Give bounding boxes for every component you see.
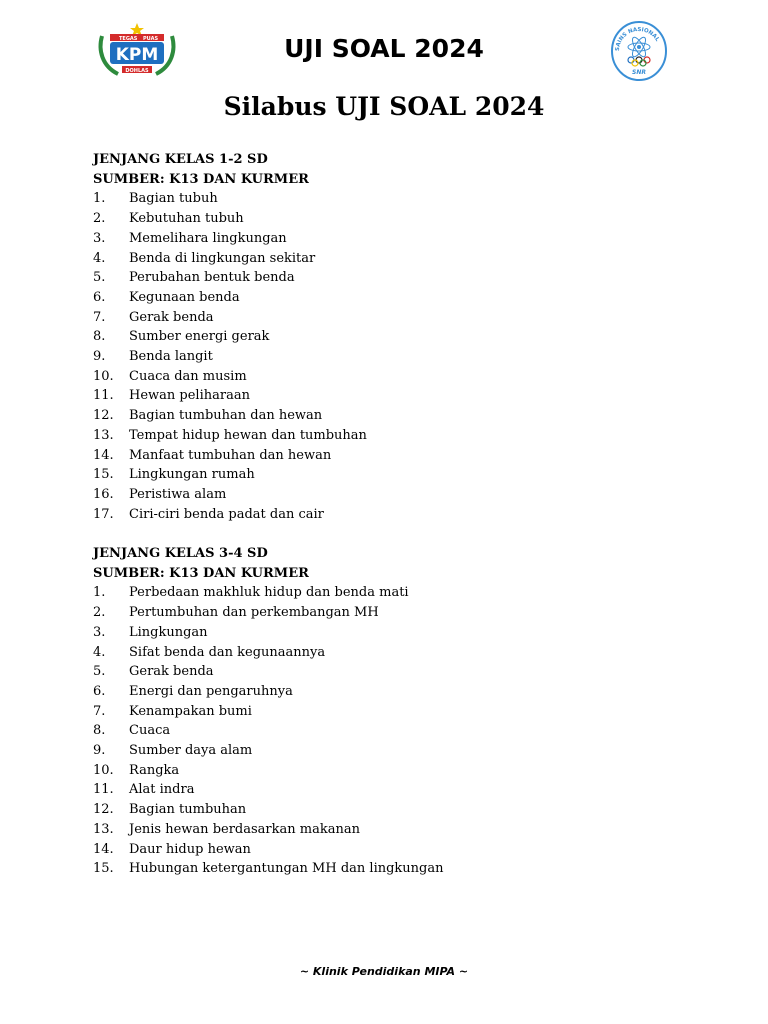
list-item [93,662,693,682]
item-text: Daur hidup hewan [129,841,251,857]
list-item [93,406,693,426]
list-item [93,643,693,663]
list-item [93,268,693,288]
list-item [93,583,693,603]
item-number: 13. [93,821,114,837]
item-number: 5. [93,270,106,286]
item-number: 4. [93,644,106,660]
item-text: Benda di lingkungan sekitar [129,250,316,266]
list-item [93,189,693,209]
list-item [93,249,693,269]
item-text: Gerak benda [129,664,214,680]
list-item [93,426,693,446]
section-source-heading: SUMBER: K13 DAN KURMER [93,171,309,187]
section-level-heading: JENJANG KELAS 3-4 SD [93,546,268,561]
item-text: Manfaat tumbuhan dan hewan [129,447,332,463]
item-number: 11. [93,782,114,798]
item-text: Alat indra [129,782,195,798]
item-number: 15. [93,467,114,483]
item-text: Benda langit [129,349,213,365]
item-text: Perbedaan makhluk hidup dan benda mati [129,585,409,601]
section-source-heading: SUMBER: K13 DAN KURMER [93,565,309,581]
list-item [93,603,693,623]
item-number: 11. [93,388,114,404]
item-text: Cuaca dan musim [129,368,247,384]
item-text: Tempat hidup hewan dan tumbuhan [129,427,367,443]
item-text: Pertumbuhan dan perkembangan MH [129,605,379,621]
list-item [93,702,693,722]
item-number: 9. [93,743,106,759]
list-item [93,505,693,525]
item-number: 10. [93,762,114,778]
item-number: 2. [93,605,106,621]
list-item [93,327,693,347]
item-number: 6. [93,683,106,699]
item-number: 12. [93,802,114,818]
item-text: Gerak benda [129,309,214,325]
list-item [93,761,693,781]
list-item [93,367,693,387]
item-number: 2. [93,211,106,227]
list-item [93,721,693,741]
list-item [93,288,693,308]
item-text: Bagian tubuh [129,191,218,207]
item-number: 14. [93,447,114,463]
list-item [93,347,693,367]
item-text: Memelihara lingkungan [129,230,287,246]
topic-list [93,189,693,524]
item-text: Ciri-ciri benda padat dan cair [129,506,324,522]
item-text: Kegunaan benda [129,289,240,305]
svg-text:DOHLAS: DOHLAS [125,68,149,74]
item-text: Kenampakan bumi [129,703,252,719]
item-text: Peristiwa alam [129,486,227,502]
list-item [93,623,693,643]
svg-text:KPM: KPM [115,45,159,65]
item-text: Energi dan pengaruhnya [129,683,293,699]
syllabus-section-grade-1-2 [93,150,693,524]
list-item [93,741,693,761]
list-item [93,386,693,406]
item-number: 14. [93,841,114,857]
item-number: 4. [93,250,106,266]
list-item [93,682,693,702]
sains-nasional-logo [610,20,668,82]
svg-text:SNR: SNR [632,69,646,76]
item-text: Cuaca [129,723,171,739]
item-text: Hubungan ketergantungan MH dan lingkungan [129,861,444,877]
item-number: 7. [93,703,106,719]
item-number: 1. [93,585,106,601]
item-number: 8. [93,329,106,345]
syllabus-section-grade-3-4 [93,544,693,879]
item-number: 15. [93,861,114,877]
svg-text:PUAS: PUAS [143,36,159,42]
item-text: Lingkungan [129,624,208,640]
topic-list [93,583,693,879]
list-item [93,446,693,466]
item-text: Bagian tumbuhan dan hewan [129,408,323,424]
item-number: 1. [93,191,106,207]
item-number: 3. [93,624,106,640]
document-header [0,0,768,100]
list-item [93,308,693,328]
section-level-heading: JENJANG KELAS 1-2 SD [93,152,268,167]
list-item [93,859,693,879]
list-item [93,229,693,249]
item-text: Kebutuhan tubuh [129,211,244,227]
list-item [93,780,693,800]
item-text: Rangka [129,762,180,778]
item-number: 17. [93,506,114,522]
list-item [93,209,693,229]
list-item [93,840,693,860]
item-text: Perubahan bentuk benda [129,270,295,286]
item-text: Hewan peliharaan [129,388,250,404]
svg-text:TEGAS: TEGAS [119,36,138,42]
item-number: 3. [93,230,106,246]
list-item [93,800,693,820]
item-text: Sumber energi gerak [129,329,270,345]
item-text: Sifat benda dan kegunaannya [129,644,326,660]
header-title: UJI SOAL 2024 [284,34,484,63]
list-item [93,820,693,840]
item-text: Sumber daya alam [129,743,253,759]
item-number: 16. [93,486,114,502]
item-number: 9. [93,349,106,365]
item-number: 13. [93,427,114,443]
svg-text:SAINS NASIONAL: SAINS NASIONAL [614,26,661,52]
item-number: 10. [93,368,114,384]
page-footer: ~ Klinik Pendidikan MIPA ~ [299,965,469,978]
item-text: Lingkungan rumah [129,467,255,483]
item-number: 8. [93,723,106,739]
page-title: Silabus UJI SOAL 2024 [223,92,545,121]
item-number: 7. [93,309,106,325]
list-item [93,485,693,505]
item-number: 5. [93,664,106,680]
item-number: 12. [93,408,114,424]
item-text: Jenis hewan berdasarkan makanan [129,821,360,837]
item-number: 6. [93,289,106,305]
item-text: Bagian tumbuhan [129,802,247,818]
list-item [93,465,693,485]
